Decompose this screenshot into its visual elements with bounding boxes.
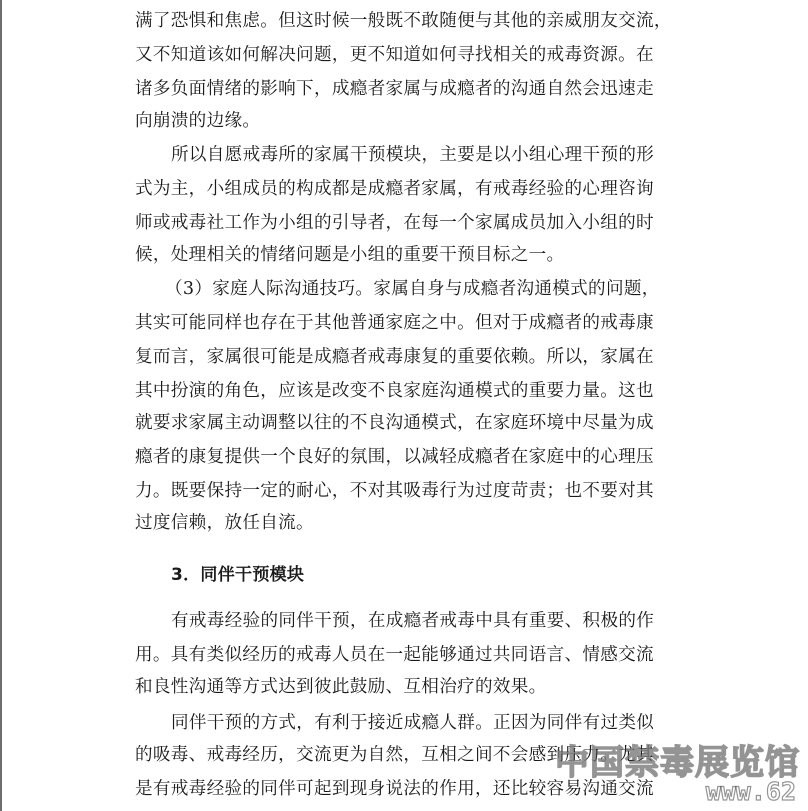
text-line: 其中扮演的角色，应该是改变不良家庭沟通模式的重要力量。这也	[135, 381, 654, 401]
text-line: 过度信赖，放任自流。	[135, 513, 314, 533]
text-line: 向崩溃的边缘。	[135, 111, 261, 131]
watermark	[530, 735, 808, 811]
text-line: 力。既要保持一定的耐心，不对其吸毒行为过度苛责；也不要对其	[135, 481, 654, 501]
text-line: 师或戒毒社工作为小组的引导者，在每一个家属成员加入小组的时	[135, 213, 654, 233]
paragraph-first-line: 有戒毒经验的同伴干预，在成瘾者戒毒中具有重要、积极的作	[171, 611, 655, 631]
text-line: 式为主，小组成员的构成都是成瘾者家属，有戒毒经验的心理咨询	[135, 179, 654, 199]
text-line: 满了恐惧和焦虑。但这时候一般既不敢随便与其他的亲威朋友交流，	[135, 11, 672, 31]
text-line: 是有戒毒经验的同伴可起到现身说法的作用，还比较容易沟通交流	[135, 779, 654, 799]
watermark-url: www.62	[705, 777, 796, 806]
watermark-title: 中国禁毒展览馆	[555, 743, 800, 783]
text-line: 和良性沟通等方式达到彼此鼓励、互相治疗的效果。	[135, 677, 547, 697]
page-left-border	[0, 0, 2, 811]
text-line: 其实可能同样也存在于其他普通家庭之中。但对于成瘾者的戒毒康	[135, 313, 654, 333]
text-line: 诸多负面情绪的影响下，成瘾者家属与成瘾者的沟通自然会迅速走	[135, 79, 654, 99]
text-line: 用。具有类似经历的戒毒人员在一起能够通过共同语言、情感交流	[135, 645, 654, 665]
text-line: 瘾者的康复提供一个良好的氛围，以减轻成瘾者在家庭中的心理压	[135, 447, 654, 467]
text-line: 候，处理相关的情绪问题是小组的重要干预目标之一。	[135, 245, 565, 265]
paragraph-first-line: 所以自愿戒毒所的家属干预模块，主要是以小组心理干预的形	[171, 145, 655, 165]
paragraph-first-line: 同伴干预的方式，有利于接近成瘾人群。正因为同伴有过类似	[171, 713, 655, 733]
text-line: 的吸毒、戒毒经历，交流更为自然，互相之间不会感到压力。尤其	[135, 745, 654, 765]
text-line: 就要求家属主动调整以往的不良沟通模式，在家庭环境中尽量为成	[135, 413, 654, 433]
section-heading: 3．同伴干预模块	[171, 565, 305, 585]
paragraph-first-line: （3）家庭人际沟通技巧。家属自身与成瘾者沟通模式的问题，	[165, 279, 660, 299]
text-line: 又不知道该如何解决问题，更不知道如何寻找相关的戒毒资源。在	[135, 45, 654, 65]
text-line: 复而言，家属很可能是成瘾者戒毒康复的重要依赖。所以，家属在	[135, 347, 654, 367]
